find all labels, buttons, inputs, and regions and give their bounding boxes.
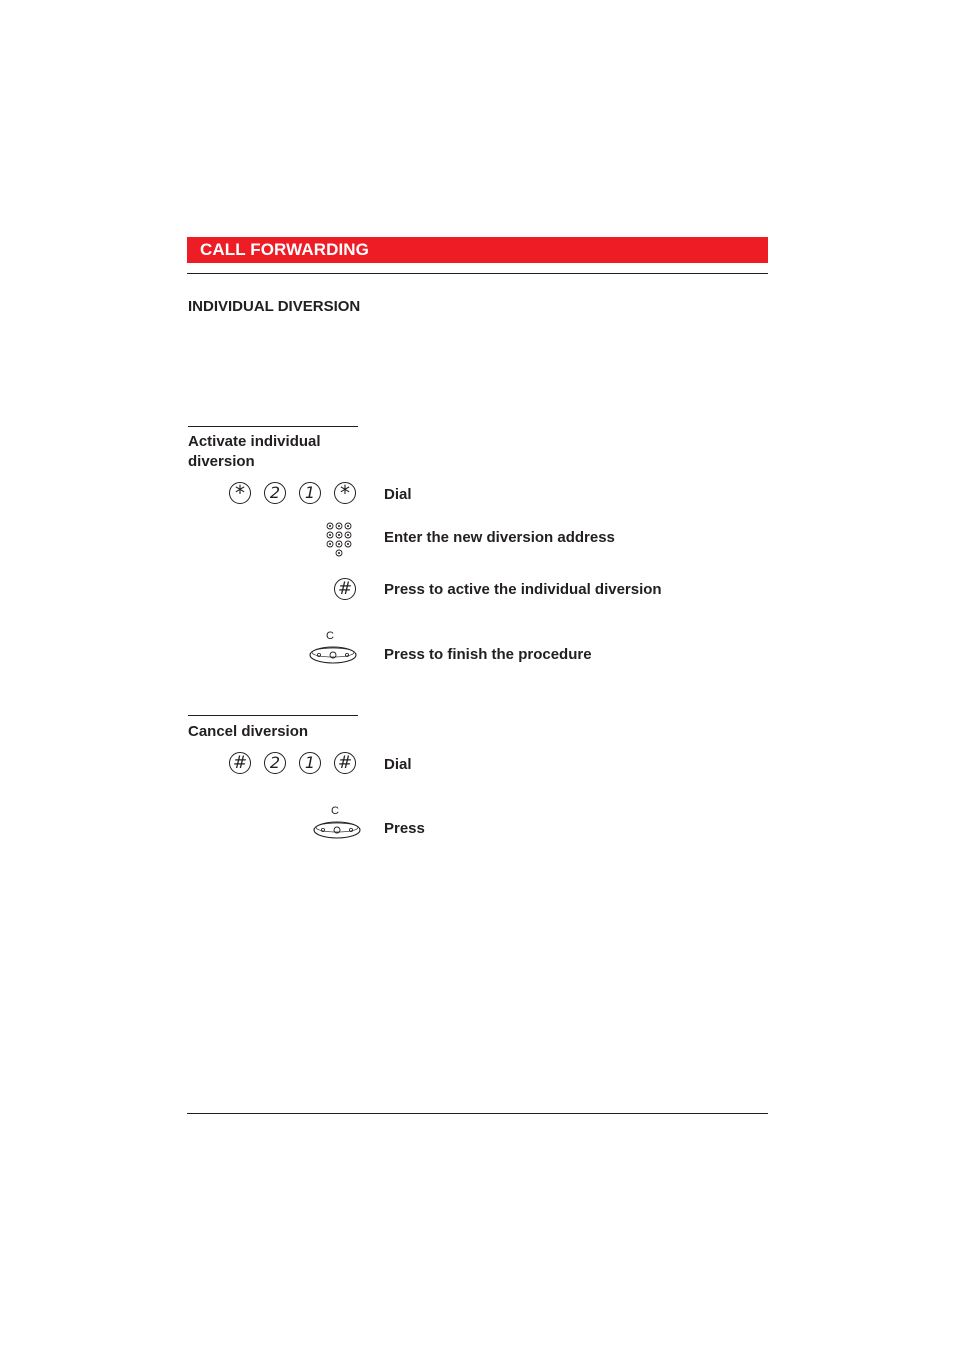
activate-key-sequence — [229, 482, 359, 506]
clear-key-icon — [309, 630, 357, 666]
clear-key-label: C — [331, 805, 339, 817]
star-key-icon: * — [229, 482, 251, 504]
star-key-icon: * — [334, 482, 356, 504]
digit-2-key-icon: 2 — [264, 752, 286, 774]
cancel-key-sequence — [229, 752, 359, 776]
hash-key-icon: # — [334, 578, 356, 600]
activate-heading-line2: diversion — [188, 453, 255, 470]
digit-2-key-icon: 2 — [264, 482, 286, 504]
activate-heading — [188, 432, 358, 472]
hash-key-icon: # — [334, 752, 356, 774]
activate-step-enter-address: Enter the new diversion address — [384, 529, 615, 546]
clear-key-label: C — [326, 630, 334, 642]
activate-heading-line1: Activate individual — [188, 433, 321, 450]
activate-divider — [188, 426, 358, 427]
section-title: INDIVIDUAL DIVERSION — [188, 298, 361, 315]
activate-step-dial: Dial — [384, 486, 412, 503]
footer-divider — [187, 1113, 768, 1114]
activate-step-press-hash: Press to active the individual diversion — [384, 581, 662, 598]
cancel-heading: Cancel diversion — [188, 723, 309, 740]
digit-1-key-icon: 1 — [299, 482, 321, 504]
cancel-divider — [188, 715, 358, 716]
cancel-step-dial: Dial — [384, 756, 412, 773]
digit-1-key-icon: 1 — [299, 752, 321, 774]
hash-key-icon: # — [229, 752, 251, 774]
activate-step-finish: Press to finish the procedure — [384, 646, 592, 663]
header-divider — [187, 273, 768, 274]
cancel-step-press: Press — [384, 820, 425, 837]
page-title: CALL FORWARDING — [200, 240, 369, 259]
header-bar — [187, 237, 768, 263]
keypad-icon — [326, 522, 352, 558]
clear-key-icon — [313, 805, 361, 841]
